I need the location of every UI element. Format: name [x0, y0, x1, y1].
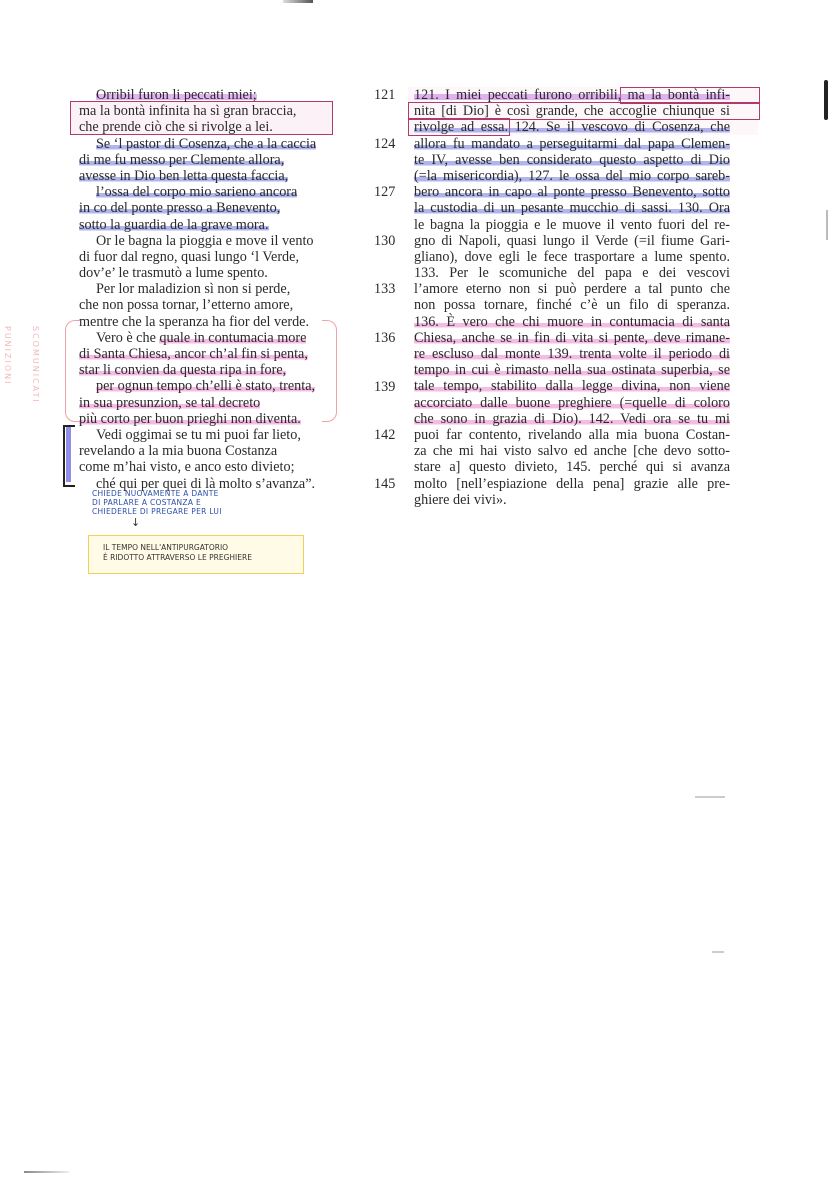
prose-line: molto [nell’espiazione della pena] grazie alle pre- [414, 475, 730, 492]
prose-line: gliano), dove egli le fece trasportare a lume spento. [414, 248, 730, 265]
poem-line: Vero è che quale in contumacia more [96, 329, 307, 346]
summary-note-box [88, 535, 304, 574]
poem-line: di Santa Chiesa, ancor ch’al fin si penta, [79, 346, 308, 362]
poem-line: come m’hai visto, e anco esto divieto; [79, 459, 295, 476]
line-number: 142 [374, 427, 396, 444]
prose-line: allora fu mandato a perseguitarmi dal papa Clemen- [414, 135, 730, 152]
prose-line: te IV, avesse ben considerato questo aspetto di Dio [414, 151, 730, 168]
line-number: 139 [374, 378, 396, 395]
prose-line: tale tempo, stabilito dalla legge divina, non viene [414, 378, 730, 395]
prose-line: za che mi hai visto salvo ed anche [che devo sotto- [414, 443, 730, 460]
vertical-note-scomunicati: SCOMUNICATI [31, 326, 40, 404]
poem-line: revelando a la mia buona Costanza [79, 443, 278, 460]
poem-line: Per lor maladizion sì non si perde, [96, 281, 291, 298]
poem-line: ché qui per quei di là molto s’avanza”. [96, 475, 316, 492]
line-number: 130 [374, 232, 396, 249]
poem-text [79, 87, 349, 492]
poem-line: avesse in Dio ben letta questa faccia, [79, 167, 289, 184]
line-number: 127 [374, 184, 396, 201]
poem-line: di me fu messo per Clemente allora, [79, 151, 285, 168]
line-number: 136 [374, 330, 396, 346]
handwritten-note [92, 489, 222, 516]
poem-line: che prende ciò che si rivolge a lei. [79, 119, 273, 136]
arrow-down-icon: ↓ [131, 516, 141, 529]
scan-speck [712, 951, 724, 953]
note-line: CHIEDERLE DI PREGARE PER LUI [92, 507, 222, 516]
prose-line: bero ancora in capo al ponte presso Benevento, sotto [414, 184, 730, 201]
prose-line: 121. I miei peccati furono orribili, ma la bontà infi- [414, 87, 730, 103]
prose-line: Chiesa, anche se in fin di vita si pente, deve rimane- [414, 329, 730, 346]
prose-line: ghiere dei vivi». [414, 491, 507, 508]
scan-artifact-right [824, 80, 828, 120]
poem-line: Vedi oggimai se tu mi puoi far lieto, [96, 426, 301, 443]
poem-line: per ognun tempo ch’elli è stato, trenta, [96, 378, 316, 395]
prose-line: (=la misericordia), 127. le ossa del mio corpo sareb- [414, 167, 730, 184]
poem-line: più corto per buon prieghi non diventa. [79, 410, 301, 427]
poem-line: Se ‘l pastor di Cosenza, che a la caccia [96, 135, 317, 152]
prose-line: accorciato dalle buone preghiere (=quelle di coloro [414, 394, 730, 411]
prose-line: le bagna la pioggia e le muove il vento fuori del re- [414, 216, 730, 233]
prose-line: gno di Napoli, quasi lungo il Verde (=il fiume Gari- [414, 232, 730, 249]
line-number: 133 [374, 281, 396, 298]
line-number: 145 [374, 475, 396, 492]
prose-line: non possa tornare, finché c’è un filo di speranza. [414, 297, 730, 314]
left-bracket [63, 425, 75, 487]
scan-speck [695, 796, 725, 798]
prose-line: nita [di Dio] è così grande, che accoglie chiunque si [414, 103, 730, 120]
poem-line: mentre che la speranza ha fior del verde. [79, 313, 310, 330]
scan-artifact-bottom [24, 1171, 69, 1173]
prose-line: la custodia di un pesante mucchio di sassi. 130. Ora [414, 200, 730, 217]
poem-line: di fuor dal regno, quasi lungo ‘l Verde, [79, 248, 299, 265]
prose-line: che sono in grazia di Dio). 142. Vedi ora se tu mi [414, 410, 730, 427]
poem-line: sotto la guardia de la grave mora. [79, 216, 269, 233]
prose-line: stare a] questo divieto, 145. perché qui si avanza [414, 459, 730, 476]
note-line: IL TEMPO NELL'ANTIPURGATORIO [103, 543, 229, 552]
note-line: È RIDOTTO ATTRAVERSO LE PREGHIERE [103, 553, 252, 562]
line-number: 121 [374, 87, 396, 103]
poem-line: Or le bagna la pioggia e move il vento [96, 232, 314, 249]
poem-line: l’ossa del corpo mio sarieno ancora [96, 184, 298, 201]
poem-line: ma la bontà infinita ha sì gran braccia, [79, 103, 297, 120]
prose-translation [414, 87, 730, 508]
scan-artifact-top [283, 0, 313, 3]
poem-line: in co del ponte presso a Benevento, [79, 200, 281, 217]
prose-line: tempo in cui è rimasto nella sua ostinata superbia, se [414, 362, 730, 379]
note-line: CHIEDE NUOVAMENTE A DANTE [92, 489, 219, 498]
poem-line: in sua presunzion, se tal decreto [79, 394, 261, 411]
prose-line: 133. Per le scomuniche del papa e dei vescovi [414, 265, 730, 282]
note-line: DI PARLARE A COSTANZA E [92, 498, 202, 507]
line-number: 124 [374, 135, 396, 152]
prose-line: puoi far contento, rivelando alla mia buona Costan- [414, 426, 730, 443]
poem-line: star li convien da questa ripa in fore, [79, 362, 287, 379]
poem-line: Orribil furon li peccati miei; [96, 87, 257, 103]
poem-line: che non possa tornar, l’etterno amore, [79, 297, 294, 314]
prose-line: 136. È vero che chi muore in contumacia di santa [414, 313, 730, 330]
prose-line: re escluso dal monte 139. trenta volte il periodo di [414, 346, 730, 362]
prose-line: l’amore eterno non si può perdere a tal punto che [414, 281, 730, 298]
poem-line: dov’e’ le trasmutò a lume spento. [79, 265, 268, 282]
prose-line: rivolge ad essa. 124. Se il vescovo di Cosenza, che [414, 119, 730, 136]
left-brace [65, 320, 80, 422]
vertical-note-punizioni: PUNIZIONI [3, 326, 12, 386]
